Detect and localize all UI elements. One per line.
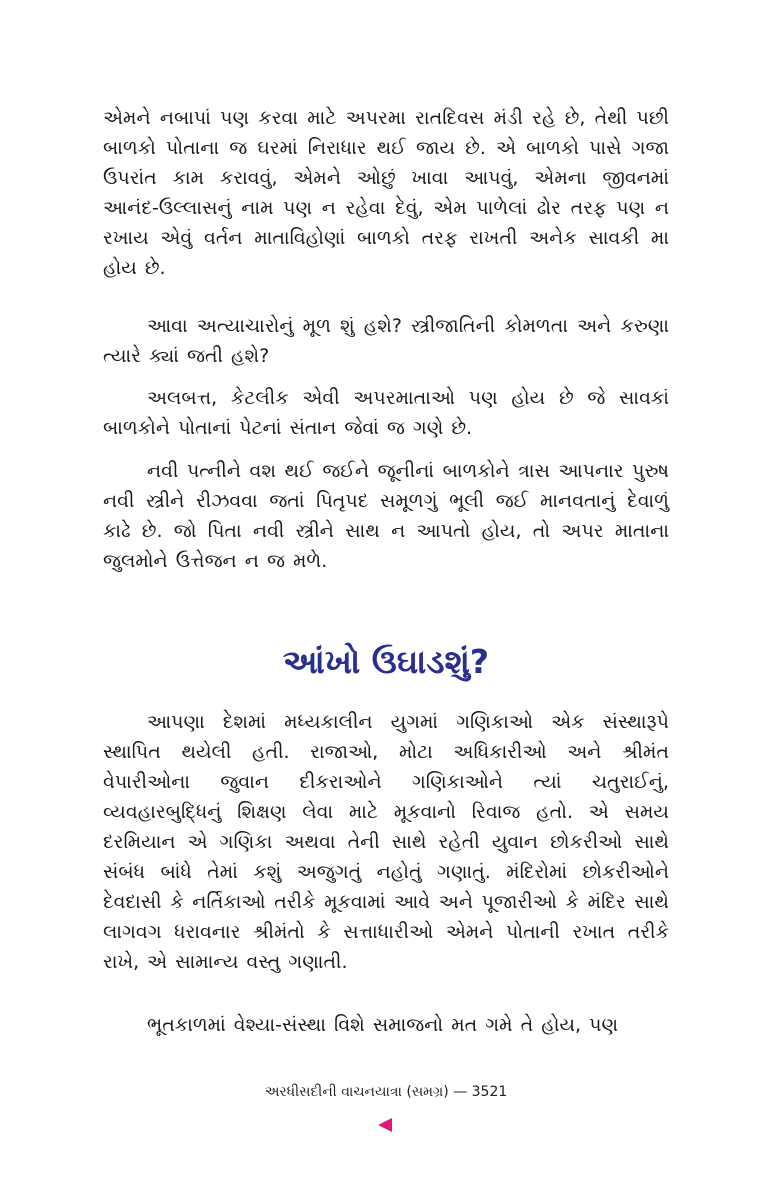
section-heading: આંખો ઉઘાડશું?: [282, 642, 490, 681]
paragraph: નવી પત્નીને વશ થઈ જઈને જૂનીનાં બાળકોને ત્રાસ આપનાર પુરુષ નવી સ્ત્રીને રીઝવવા જતાં પિતૃપદ સમૂળગું ભૂલી જઈ માનવતાનું દેવાળું કાઢે છે. જો પિતા નવી સ્ત્રીને સાથ ન આપતો હોય, તો અપર માતાના જુલમોને ઉત્તેજન ન જ મળે.: [103, 460, 669, 572]
paragraph: આપણા દેશમાં મધ્યકાલીન યુગમાં ગણિકાઓ એક સંસ્થારૂપે સ્થાપિત થયેલી હતી. રાજાઓ, મોટા અધિકારીઓ અને શ્રીમંત વેપારીઓના જુવાન દીકરાઓને ગણિકાઓને ત્યાં ચતુરાઈનું, વ્યવહારબુદ્ધિનું શિક્ષણ લેવા માટે મૂકવાનો રિવાજ હતો. એ સમય દરમિયાન એ ગણિકા અથવા તેની સાથે રહેતી યુવાન છોકરીઓ સાથે સંબંધ બાંધે તેમાં કશું અજુગતું નહોતું ગણાતું. મંદિરોમાં છોકરીઓને દેવદાસી કે નર્તિકાઓ તરીકે મૂકવામાં આવે અને પૂજારીઓ કે મંદિર સાથે લાગવગ ધરાવનાર શ્રીમંતો કે સત્તાધારીઓ એમને પોતાની રખાત તરીકે રાખે, એ સામાન્ય વસ્તુ ગણાતી.: [103, 711, 669, 973]
page-footer: અરધીસદીની વાચનયાત્રા (સમગ્ર) — 3521: [264, 1084, 508, 1100]
paragraph: અલબત્ત, કેટલીક એવી અપરમાતાઓ પણ હોય છે જે સાવકાં બાળકોને પોતાનાં પેટનાં સંતાન જેવાં જ ગણે છે.: [103, 387, 669, 439]
paragraph-continued: એમને નબાપાં પણ કરવા માટે અપરમા રાતદિવસ મંડી રહે છે, તેથી પછી બાળકો પોતાના જ ઘરમાં નિરાધાર થઈ જાય છે. એ બાળકો પાસે ગજા ઉપરાંત કામ કરાવવું, એમને ઓછું ખાવા આપવું, એમના જીવનમાં આનંદ-ઉલ્લાસનું નામ પણ ન રહેવા દેવું, એમ પાળેલાં ઢોર તરફ પણ ન રખાય એવું વર્તન માતાવિહોણાં બાળકો તરફ રાખતી અનેક સાવકી મા હોય છે.: [103, 107, 669, 279]
triangle-left-icon[interactable]: [378, 1118, 392, 1132]
paragraph: ભૂતકાળમાં વેશ્યા-સંસ્થા વિશે સમાજનો મત ગમે તે હોય, પણ: [147, 1014, 619, 1036]
paragraph: આવા અત્યાચારોનું મૂળ શું હશે? સ્ત્રીજાતિની કોમળતા અને કરુણા ત્યારે ક્યાં જતી હશે?: [103, 315, 669, 367]
